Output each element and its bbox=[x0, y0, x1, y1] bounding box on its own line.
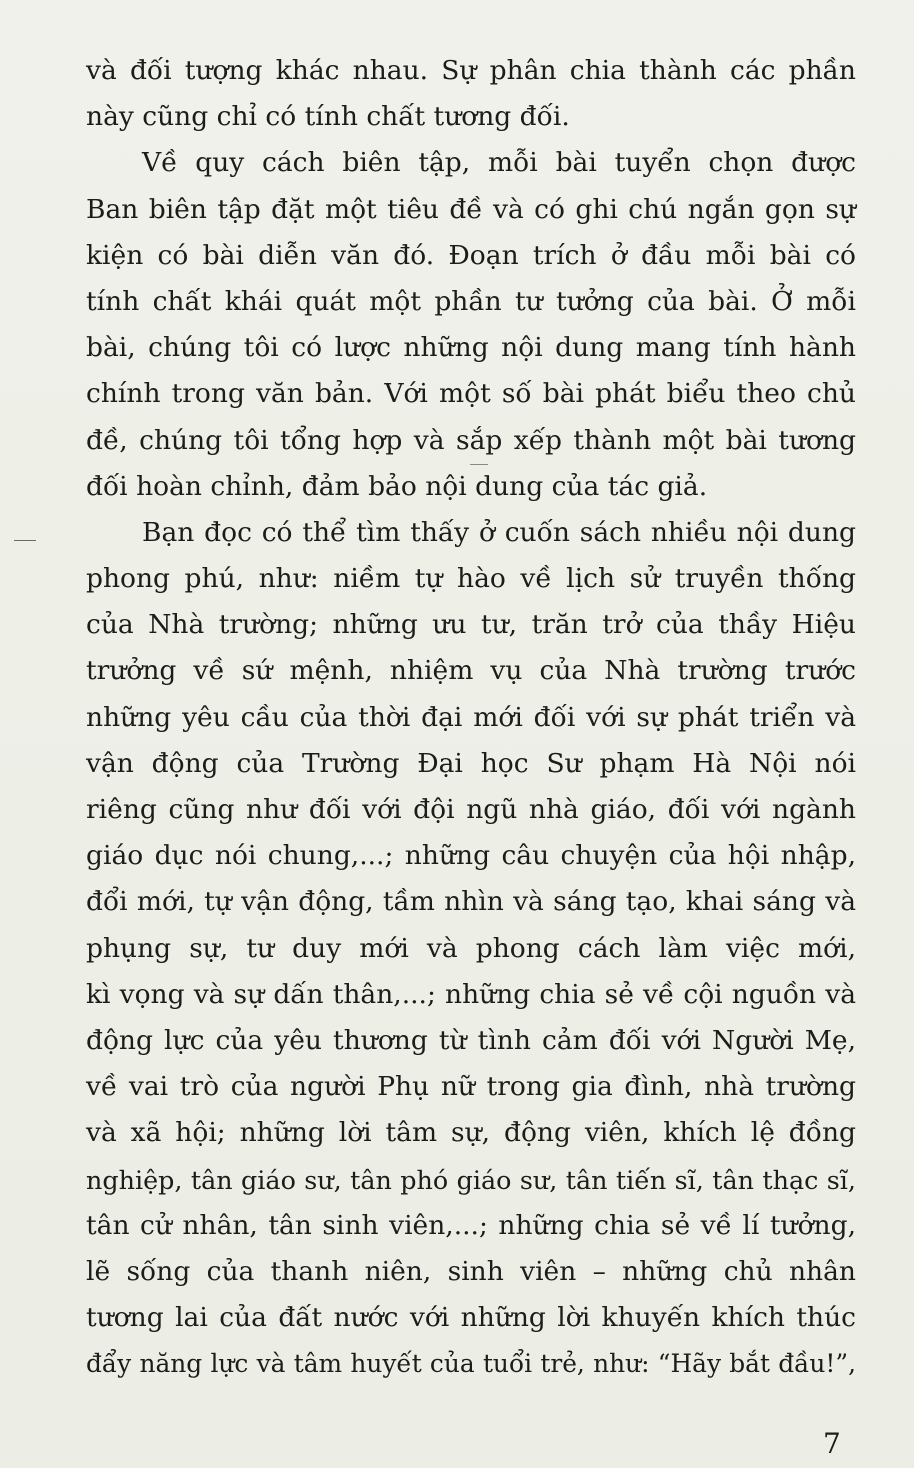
text-line: tương lai của đất nước với những lời khuyến khích thúc bbox=[86, 1302, 856, 1334]
text-line: trưởng về sứ mệnh, nhiệm vụ của Nhà trường trước bbox=[86, 655, 856, 687]
text-line: chính trong văn bản. Với một số bài phát biểu theo chủ bbox=[86, 378, 856, 410]
scan-speck bbox=[14, 540, 36, 541]
text-line: tính chất khái quát một phần tư tưởng của bài. Ở mỗi bbox=[86, 285, 856, 317]
text-line: kì vọng và sự dấn thân,...; những chia sẻ về cội nguồn và bbox=[86, 978, 856, 1010]
text-line: Bạn đọc có thể tìm thấy ở cuốn sách nhiều nội dung bbox=[142, 516, 856, 548]
text-line: phong phú, như: niềm tự hào về lịch sử truyền thống bbox=[86, 563, 856, 595]
text-line: đề, chúng tôi tổng hợp và sắp xếp thành một bài tương bbox=[86, 424, 856, 456]
scan-speck bbox=[470, 464, 488, 465]
text-line: Ban biên tập đặt một tiêu đề và có ghi chú ngắn gọn sự bbox=[86, 193, 856, 225]
text-line: và xã hội; những lời tâm sự, động viên, khích lệ đồng bbox=[86, 1117, 856, 1149]
text-line: kiện có bài diễn văn đó. Đoạn trích ở đầu mỗi bài có bbox=[86, 239, 856, 271]
text-line: riêng cũng như đối với đội ngũ nhà giáo, đối với ngành bbox=[86, 794, 856, 825]
body-text bbox=[86, 48, 856, 1387]
text-line: và đối tượng khác nhau. Sự phân chia thành các phần bbox=[86, 55, 856, 86]
text-line: đối hoàn chỉnh, đảm bảo nội dung của tác giả. bbox=[86, 470, 708, 502]
text-line: đổi mới, tự vận động, tầm nhìn và sáng tạo, khai sáng và bbox=[86, 886, 856, 918]
text-line: Về quy cách biên tập, mỗi bài tuyển chọn được bbox=[142, 147, 856, 179]
text-line: của Nhà trường; những ưu tư, trăn trở của thầy Hiệu bbox=[86, 609, 856, 641]
page-number: 7 bbox=[823, 1427, 841, 1460]
text-line: những yêu cầu của thời đại mới đối với sự phát triển và bbox=[86, 701, 856, 733]
text-line: lẽ sống của thanh niên, sinh viên – những chủ nhân bbox=[86, 1255, 856, 1287]
text-line: động lực của yêu thương từ tình cảm đối với Người Mẹ, bbox=[86, 1024, 856, 1056]
text-line: đẩy năng lực và tâm huyết của tuổi trẻ, như: “Hãy bắt đầu!”, bbox=[86, 1349, 856, 1379]
text-line: nghiệp, tân giáo sư, tân phó giáo sư, tân tiến sĩ, tân thạc sĩ, bbox=[86, 1164, 856, 1195]
text-line: này cũng chỉ có tính chất tương đối. bbox=[86, 101, 570, 133]
text-line: vận động của Trường Đại học Sư phạm Hà Nội nói bbox=[86, 747, 856, 779]
text-line: tân cử nhân, tân sinh viên,...; những chia sẻ về lí tưởng, bbox=[86, 1209, 856, 1241]
text-line: giáo dục nói chung,...; những câu chuyện của hội nhập, bbox=[86, 840, 856, 872]
text-line: phụng sự, tư duy mới và phong cách làm việc mới, bbox=[86, 932, 856, 964]
text-line: bài, chúng tôi có lược những nội dung mang tính hành bbox=[86, 332, 856, 364]
text-line: về vai trò của người Phụ nữ trong gia đình, nhà trường bbox=[86, 1071, 856, 1103]
